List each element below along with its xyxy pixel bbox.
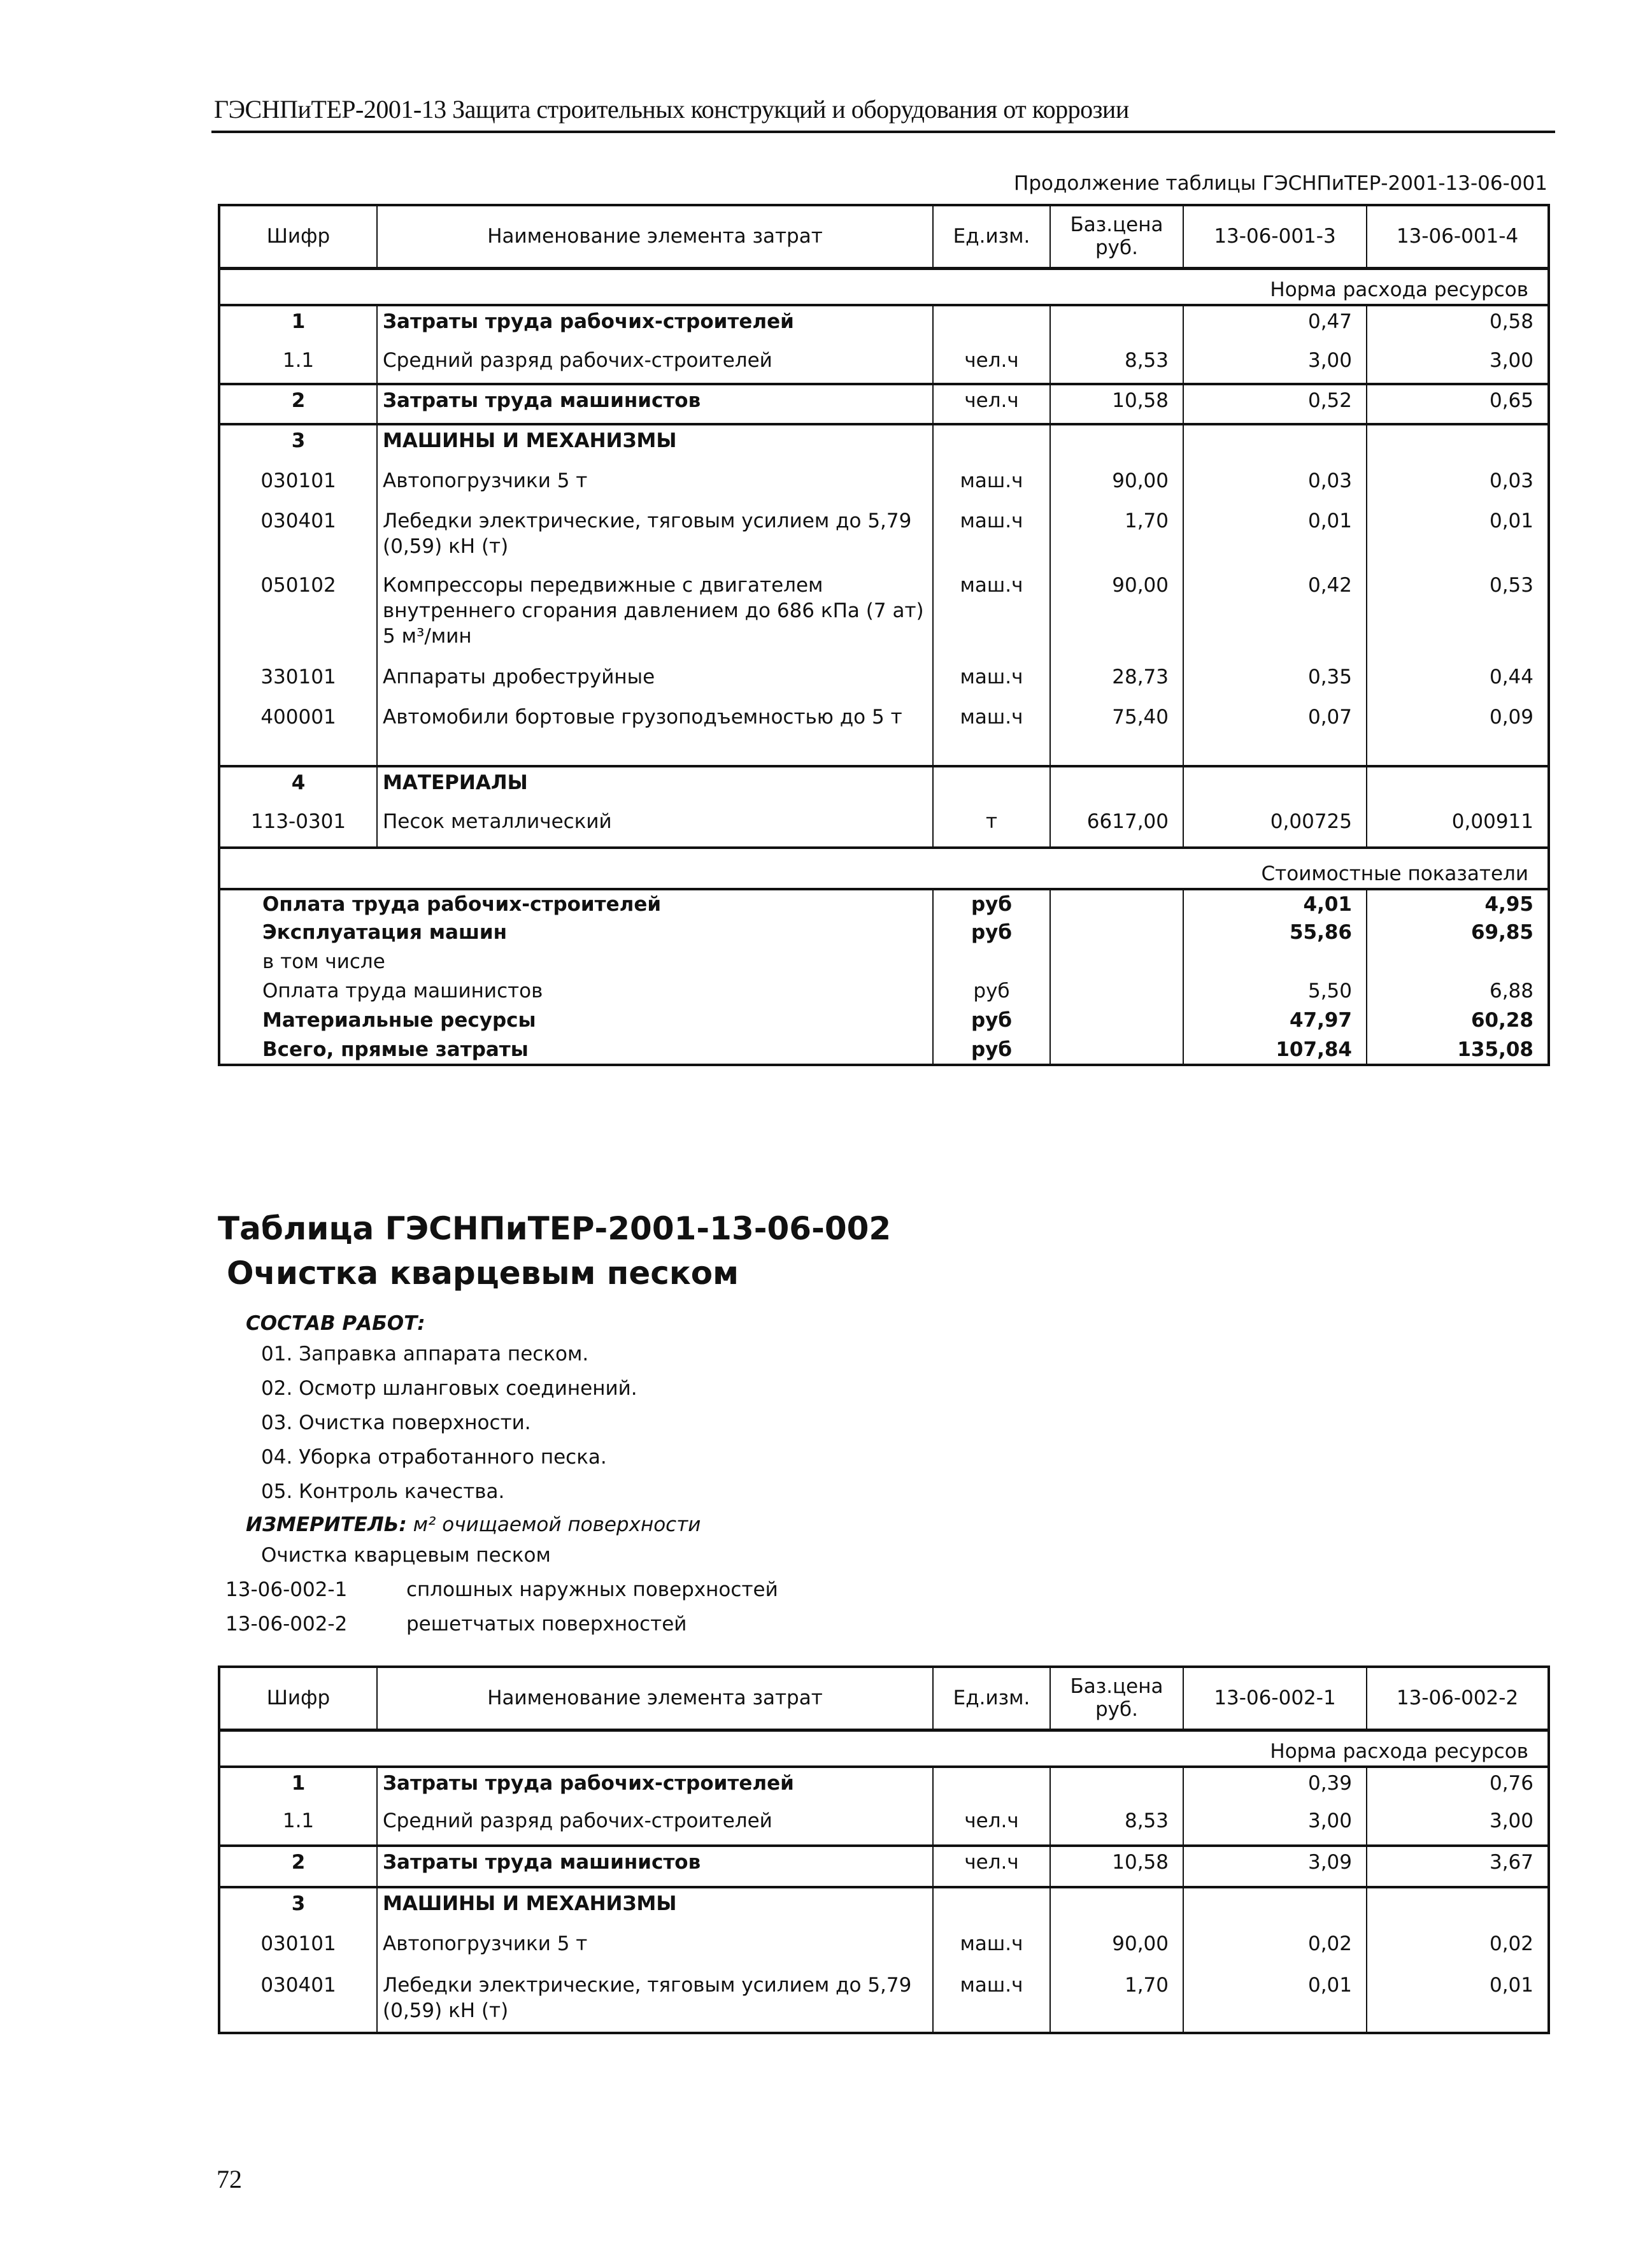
row-unit: т — [933, 806, 1050, 848]
row-base-price: 10,58 — [1050, 384, 1183, 424]
row-code: 050102 — [219, 570, 377, 662]
table-row — [219, 1887, 1549, 1929]
table-row — [219, 424, 1549, 466]
table-row — [219, 766, 1549, 806]
resource-table-13-06-002 — [218, 1665, 1550, 2034]
row-code: 1.1 — [219, 1806, 377, 1846]
row-unit: маш.ч — [933, 1970, 1050, 2033]
row-base-price: 10,58 — [1050, 1846, 1183, 1887]
cost-value-2 — [1367, 948, 1549, 977]
row-name: Лебедки электрические, тяговым усилием до 5,79 (0,59) кН (т) — [377, 1970, 933, 2033]
row-base-price — [1050, 424, 1183, 466]
row-code: 030401 — [219, 1970, 377, 2033]
row-code: 1 — [219, 305, 377, 345]
row-unit — [933, 1887, 1050, 1929]
row-value-2: 0,65 — [1367, 384, 1549, 424]
row-name: Затраты труда рабочих-строителей — [377, 1767, 933, 1806]
row-value-1: 0,39 — [1183, 1767, 1367, 1806]
row-value-2: 0,76 — [1367, 1767, 1549, 1806]
cost-unit: руб — [933, 1006, 1050, 1036]
work-step: 05. Контроль качества. — [261, 1480, 505, 1503]
work-step: 01. Заправка аппарата песком. — [261, 1343, 589, 1366]
row-value-2: 3,67 — [1367, 1846, 1549, 1887]
row-value-2: 0,02 — [1367, 1929, 1549, 1970]
row-code: 030401 — [219, 506, 377, 570]
row-value-2: 0,09 — [1367, 702, 1549, 766]
cost-row — [219, 889, 1549, 918]
row-value-1: 0,35 — [1183, 662, 1367, 702]
row-base-price: 90,00 — [1050, 466, 1183, 506]
table-row — [219, 384, 1549, 424]
column-header-name: Наименование элемента затрат — [377, 205, 933, 268]
cost-base-price — [1050, 889, 1183, 918]
row-value-1 — [1183, 766, 1367, 806]
cost-name: Оплата труда машинистов — [219, 977, 933, 1006]
cost-unit: руб — [933, 1036, 1050, 1065]
cost-name: Материальные ресурсы — [219, 1006, 933, 1036]
column-header-v2: 13-06-001-4 — [1367, 205, 1549, 268]
row-value-1: 0,03 — [1183, 466, 1367, 506]
row-code: 2 — [219, 1846, 377, 1887]
row-unit — [933, 766, 1050, 806]
row-value-2: 0,53 — [1367, 570, 1549, 662]
cost-value-2: 135,08 — [1367, 1036, 1549, 1065]
table-row — [219, 305, 1549, 345]
row-code: 2 — [219, 384, 377, 424]
meter-line — [246, 1513, 701, 1536]
row-unit: маш.ч — [933, 662, 1050, 702]
row-base-price: 8,53 — [1050, 345, 1183, 384]
row-code: 330101 — [219, 662, 377, 702]
row-base-price: 8,53 — [1050, 1806, 1183, 1846]
row-value-1: 3,00 — [1183, 1806, 1367, 1846]
column-header-name: Наименование элемента затрат — [377, 1667, 933, 1730]
row-code: 1 — [219, 1767, 377, 1806]
cost-name: Всего, прямые затраты — [219, 1036, 933, 1065]
cost-row — [219, 1006, 1549, 1036]
table-row — [219, 1970, 1549, 2033]
table-row — [219, 570, 1549, 662]
row-base-price: 1,70 — [1050, 506, 1183, 570]
row-code: 030101 — [219, 1929, 377, 1970]
table-row — [219, 506, 1549, 570]
row-unit: чел.ч — [933, 1806, 1050, 1846]
row-value-2: 0,01 — [1367, 1970, 1549, 2033]
row-base-price — [1050, 1887, 1183, 1929]
work-step: 03. Очистка поверхности. — [261, 1411, 531, 1434]
cost-base-price — [1050, 948, 1183, 977]
row-name: Автопогрузчики 5 т — [377, 1929, 933, 1970]
row-name: Автомобили бортовые грузоподъемностью до 5 т — [377, 702, 933, 766]
row-code: 113-0301 — [219, 806, 377, 848]
row-unit: маш.ч — [933, 1929, 1050, 1970]
work-step: 02. Осмотр шланговых соединений. — [261, 1377, 637, 1400]
column-header-v2: 13-06-002-2 — [1367, 1667, 1549, 1730]
table-continuation-caption: Продолжение таблицы ГЭСНПиТЕР-2001-13-06-001 — [1014, 172, 1547, 195]
row-code: 1.1 — [219, 345, 377, 384]
row-unit: маш.ч — [933, 506, 1050, 570]
section-label: Стоимостные показатели — [219, 848, 1549, 889]
row-name: Средний разряд рабочих-строителей — [377, 1806, 933, 1846]
row-value-1: 0,00725 — [1183, 806, 1367, 848]
row-name: Компрессоры передвижные с двигателем внутреннего сгорания давлением до 686 кПа (7 ат) 5 м³/мин — [377, 570, 933, 662]
row-unit — [933, 1767, 1050, 1806]
row-name: МАШИНЫ И МЕХАНИЗМЫ — [377, 1887, 933, 1929]
cost-value-1: 4,01 — [1183, 889, 1367, 918]
cost-value-1: 47,97 — [1183, 1006, 1367, 1036]
work-step: 04. Уборка отработанного песка. — [261, 1446, 607, 1469]
table-subtitle: Очистка кварцевым песком — [227, 1255, 739, 1292]
row-unit: маш.ч — [933, 570, 1050, 662]
norm-section-row — [219, 268, 1549, 305]
header-row — [219, 205, 1549, 268]
row-unit: маш.ч — [933, 466, 1050, 506]
row-value-1: 0,52 — [1183, 384, 1367, 424]
table-row — [219, 1767, 1549, 1806]
column-header-price: Баз.цена руб. — [1050, 1667, 1183, 1730]
table-row — [219, 662, 1549, 702]
row-name: МАШИНЫ И МЕХАНИЗМЫ — [377, 424, 933, 466]
row-value-2: 0,58 — [1367, 305, 1549, 345]
page-number: 72 — [217, 2165, 242, 2193]
row-unit: чел.ч — [933, 1846, 1050, 1887]
cost-value-2: 4,95 — [1367, 889, 1549, 918]
row-name: Затраты труда рабочих-строителей — [377, 305, 933, 345]
row-value-1 — [1183, 1887, 1367, 1929]
cost-base-price — [1050, 1006, 1183, 1036]
table-row — [219, 702, 1549, 766]
row-name: Автопогрузчики 5 т — [377, 466, 933, 506]
row-value-1: 0,47 — [1183, 305, 1367, 345]
work-subject: Очистка кварцевым песком — [261, 1544, 551, 1567]
row-value-2 — [1367, 1887, 1549, 1929]
meter-label: ИЗМЕРИТЕЛЬ: — [246, 1513, 407, 1536]
cost-unit: руб — [933, 977, 1050, 1006]
row-base-price — [1050, 1767, 1183, 1806]
cost-name: в том числе — [219, 948, 933, 977]
row-code: 4 — [219, 766, 377, 806]
works-label: СОСТАВ РАБОТ: — [246, 1312, 425, 1335]
variant-code: 13-06-002-1 — [225, 1578, 348, 1601]
cost-name: Оплата труда рабочих-строителей — [219, 889, 933, 918]
cost-row — [219, 918, 1549, 948]
cost-unit — [933, 948, 1050, 977]
header-rule — [211, 131, 1555, 133]
cost-base-price — [1050, 918, 1183, 948]
row-value-1: 3,00 — [1183, 345, 1367, 384]
row-value-2: 3,00 — [1367, 345, 1549, 384]
row-unit: чел.ч — [933, 384, 1050, 424]
cost-value-2: 6,88 — [1367, 977, 1549, 1006]
cost-value-1: 55,86 — [1183, 918, 1367, 948]
row-value-2 — [1367, 424, 1549, 466]
table-row — [219, 345, 1549, 384]
row-code: 400001 — [219, 702, 377, 766]
cost-row — [219, 977, 1549, 1006]
cost-value-1 — [1183, 948, 1367, 977]
row-value-1: 0,01 — [1183, 1970, 1367, 2033]
cost-base-price — [1050, 1036, 1183, 1065]
row-base-price — [1050, 766, 1183, 806]
cost-unit: руб — [933, 918, 1050, 948]
running-head: ГЭСНПиТЕР-2001-13 Защита строительных конструкций и оборудования от коррозии — [214, 95, 1129, 124]
row-value-1 — [1183, 424, 1367, 466]
cost-value-1: 107,84 — [1183, 1036, 1367, 1065]
row-value-2: 0,01 — [1367, 506, 1549, 570]
row-base-price: 1,70 — [1050, 1970, 1183, 2033]
column-header-price: Баз.цена руб. — [1050, 205, 1183, 268]
row-value-2 — [1367, 766, 1549, 806]
cost-value-1: 5,50 — [1183, 977, 1367, 1006]
row-name: Затраты труда машинистов — [377, 1846, 933, 1887]
meter-value: м² очищаемой поверхности — [413, 1513, 701, 1536]
row-name: Аппараты дробеструйные — [377, 662, 933, 702]
resource-table-13-06-001 — [218, 204, 1550, 1066]
section-label: Норма расхода ресурсов — [219, 268, 1549, 305]
row-base-price: 75,40 — [1050, 702, 1183, 766]
cost-value-2: 69,85 — [1367, 918, 1549, 948]
column-header-code: Шифр — [219, 1667, 377, 1730]
norm-section-row — [219, 1730, 1549, 1767]
row-base-price: 90,00 — [1050, 1929, 1183, 1970]
variant-code: 13-06-002-2 — [225, 1613, 348, 1636]
cost-base-price — [1050, 977, 1183, 1006]
row-base-price — [1050, 305, 1183, 345]
row-name: Песок металлический — [377, 806, 933, 848]
cost-unit: руб — [933, 889, 1050, 918]
row-code: 3 — [219, 424, 377, 466]
row-value-1: 0,42 — [1183, 570, 1367, 662]
row-name: Затраты труда машинистов — [377, 384, 933, 424]
row-name: Лебедки электрические, тяговым усилием до 5,79 (0,59) кН (т) — [377, 506, 933, 570]
row-value-2: 0,03 — [1367, 466, 1549, 506]
table-row — [219, 806, 1549, 848]
row-value-2: 3,00 — [1367, 1806, 1549, 1846]
row-unit — [933, 424, 1050, 466]
row-unit: маш.ч — [933, 702, 1050, 766]
row-name: Средний разряд рабочих-строителей — [377, 345, 933, 384]
column-header-unit: Ед.изм. — [933, 205, 1050, 268]
section-label: Норма расхода ресурсов — [219, 1730, 1549, 1767]
cost-name: Эксплуатация машин — [219, 918, 933, 948]
row-code: 3 — [219, 1887, 377, 1929]
row-code: 030101 — [219, 466, 377, 506]
row-base-price: 6617,00 — [1050, 806, 1183, 848]
row-value-1: 3,09 — [1183, 1846, 1367, 1887]
variant-description: сплошных наружных поверхностей — [406, 1578, 778, 1601]
table-row — [219, 1806, 1549, 1846]
column-header-v1: 13-06-001-3 — [1183, 205, 1367, 268]
table-row — [219, 1846, 1549, 1887]
row-unit — [933, 305, 1050, 345]
row-value-1: 0,01 — [1183, 506, 1367, 570]
row-base-price: 90,00 — [1050, 570, 1183, 662]
cost-row — [219, 1036, 1549, 1065]
table-row — [219, 1929, 1549, 1970]
column-header-v1: 13-06-002-1 — [1183, 1667, 1367, 1730]
row-unit: чел.ч — [933, 345, 1050, 384]
header-row — [219, 1667, 1549, 1730]
row-value-2: 0,00911 — [1367, 806, 1549, 848]
variant-description: решетчатых поверхностей — [406, 1613, 687, 1636]
row-name: МАТЕРИАЛЫ — [377, 766, 933, 806]
cost-row — [219, 948, 1549, 977]
cost-section-row — [219, 848, 1549, 889]
row-base-price: 28,73 — [1050, 662, 1183, 702]
cost-value-2: 60,28 — [1367, 1006, 1549, 1036]
table-row — [219, 466, 1549, 506]
row-value-2: 0,44 — [1367, 662, 1549, 702]
table-title: Таблица ГЭСНПиТЕР-2001-13-06-002 — [218, 1210, 892, 1247]
row-value-1: 0,02 — [1183, 1929, 1367, 1970]
column-header-unit: Ед.изм. — [933, 1667, 1050, 1730]
column-header-code: Шифр — [219, 205, 377, 268]
row-value-1: 0,07 — [1183, 702, 1367, 766]
